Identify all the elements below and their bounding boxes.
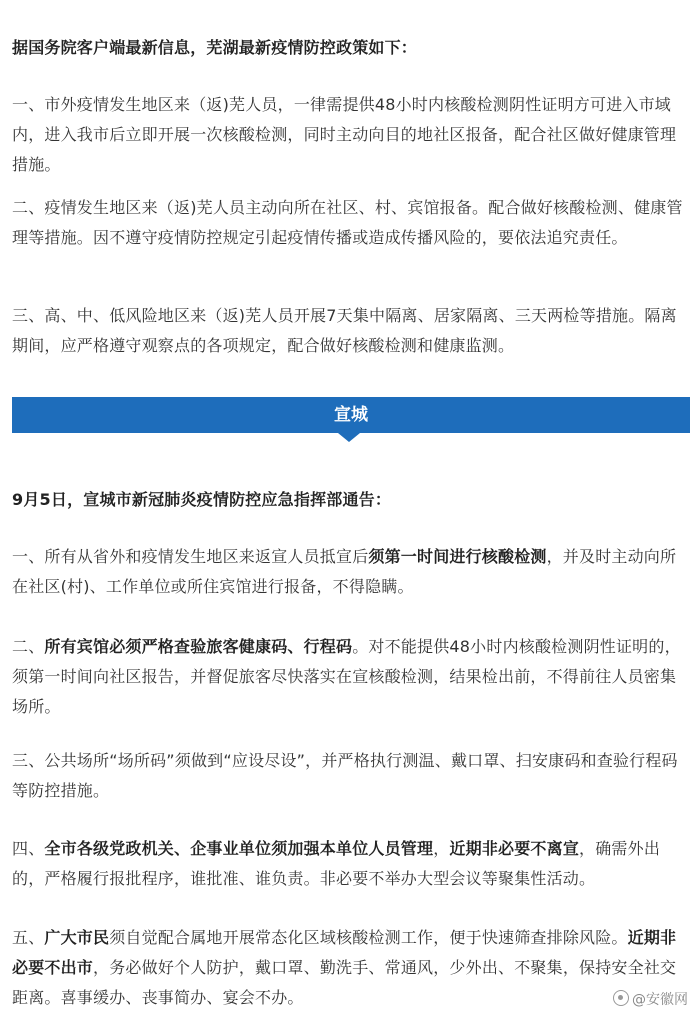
- item-2-text-a: 二、: [12, 637, 45, 656]
- section-banner-xuancheng: 宣城: [12, 397, 690, 433]
- item-2-text-c: 。对不能提供48小时内核酸检测阴性证明的，须第一时间向社区报告，并督促旅客尽快落实在宣核酸检测，结果检出前，不得前往人员密集场所。: [12, 637, 681, 716]
- wuhu-item-1: 一、市外疫情发生地区来（返)芜人员，一律需提供48小时内核酸检测阴性证明方可进入市域内，进入我市后立即开展一次核酸检测，同时主动向目的地社区报备，配合社区做好健康管理措施。: [12, 95, 677, 174]
- item-5-text-e: ，务必做好个人防护，戴口罩、勤洗手、常通风，少外出、不聚集，保持安全社交距离。喜事缓办、丧事简办、宴会不办。: [12, 958, 677, 1007]
- wuhu-item-3: 三、高、中、低风险地区来（返)芜人员开展7天集中隔离、居家隔离、三天两检等措施。隔离期间，应严格遵守观察点的各项规定，配合做好核酸检测和健康监测。: [12, 306, 677, 355]
- item-1-emphasis: 须第一时间进行核酸检测: [368, 547, 547, 566]
- xuancheng-item-3: 三、公共场所“场所码”须做到“应设尽设”，并严格执行测温、戴口罩、扫安康码和查验行程码等防控措施。: [12, 751, 678, 800]
- item-5-emphasis-2: 近期非必要不出市: [12, 928, 677, 977]
- xuancheng-item-4: [12, 834, 690, 894]
- wuhu-item-2: 二、疫情发生地区来（返)芜人员主动向所在社区、村、宾馆报备。配合做好核酸检测、健康管理等措施。因不遵守疫情防控规定引起疫情传播或造成传播风险的，要依法追究责任。: [12, 198, 683, 247]
- watermark-text: @安徽网: [632, 992, 688, 1008]
- item-5-text-a: 五、: [12, 928, 45, 947]
- item-4-emphasis-1: 全市各级党政机关、企事业单位须加强本单位人员管理: [44, 839, 434, 858]
- weibo-logo-icon: [613, 990, 629, 1006]
- item-4-text-c: ，: [433, 839, 450, 858]
- xuancheng-notice-heading: 9月5日，宣城市新冠肺炎疫情防控应急指挥部通告：: [12, 490, 392, 509]
- xuancheng-item-1: [12, 542, 690, 602]
- xuancheng-item-5: [12, 923, 690, 1013]
- intro-heading: 据国务院客户端最新信息，芜湖最新疫情防控政策如下：: [12, 38, 418, 57]
- item-4-text-a: 四、: [12, 839, 45, 858]
- item-4-emphasis-2: 近期非必要不离宣: [449, 839, 580, 858]
- banner-arrow-icon: [338, 433, 360, 442]
- item-1-text-a: 一、所有从省外和疫情发生地区来返宣人员抵宣后: [12, 547, 369, 566]
- item-2-emphasis: 所有宾馆必须严格查验旅客健康码、行程码: [44, 637, 353, 656]
- item-1-text-c: ，并及时主动向所在社区(村)、工作单位或所住宾馆进行报备，不得隐瞒。: [12, 547, 677, 596]
- xuancheng-item-2: [12, 632, 690, 722]
- item-4-text-e: ，确需外出的，严格履行报批程序，谁批准、谁负责。非必要不举办大型会议等聚集性活动。: [12, 839, 661, 888]
- item-5-emphasis-1: 广大市民: [44, 928, 110, 947]
- watermark: [613, 990, 688, 1010]
- item-5-text-c: 须自觉配合属地开展常态化区域核酸检测工作，便于快速筛查排除风险。: [109, 928, 628, 947]
